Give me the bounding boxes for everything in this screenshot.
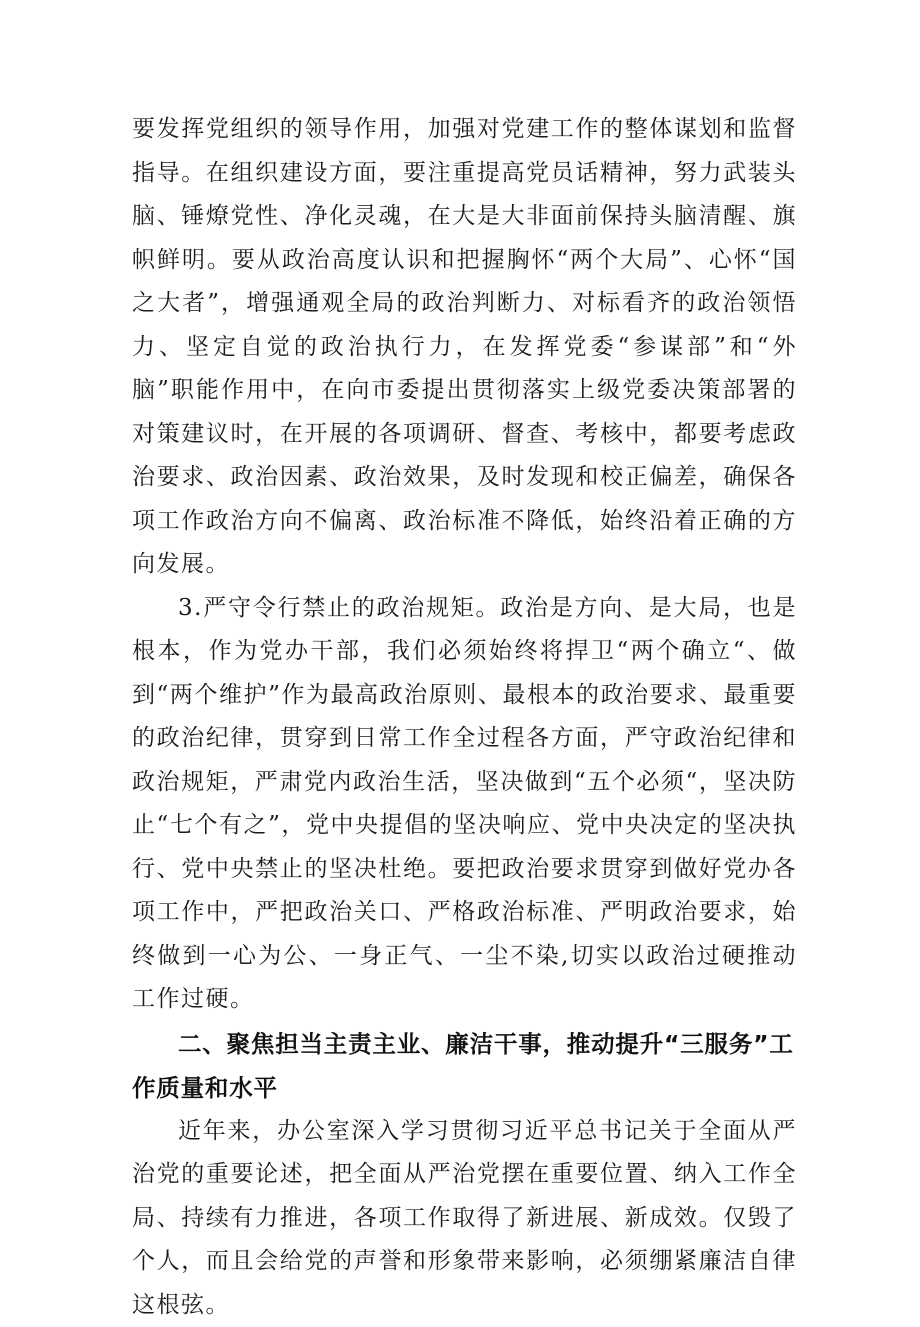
body-paragraph-2: 3.严守令行禁止的政治规矩。政治是方向、是大局，也是根本，作为党办干部，我们必须始终将捍卫“两个确立“、做到“两个维护”作为最高政治原则、最根本的政治要求、最重要的政治纪律，贯穿到日常工作全过程各方面，严守政治纪律和政治规矩，严肃党内政治生活，坚决做到“五个必须“，坚决防止“七个有之”，党中央提倡的坚决响应、党中央决定的坚决执行、党中央禁止的坚决杜绝。要把政治要求贯穿到做好党办各项工作中，严把政治关口、严格政治标准、严明政治要求，始终做到一心为公、一身正气、一尘不染,切实以政治过硬推动工作过硬。 xyxy=(132,587,797,1022)
section-heading: 二、聚焦担当主责主业、廉洁干事，推动提升“三服务”工作质量和水平 xyxy=(132,1022,797,1110)
body-paragraph-1: 要发挥党组织的领导作用，加强对党建工作的整体谋划和监督指导。在组织建设方面，要注重提高党员话精神，努力武装头脑、锤燎党性、净化灵魂，在大是大非面前保持头脑清醒、旗帜鲜明。要从政治高度认识和把握胸怀“两个大局”、心怀“国之大者”，增强通观全局的政治判断力、对标看齐的政治领悟力、坚定自觉的政治执行力，在发挥党委“参谋部”和“外脑”职能作用中，在向市委提出贯彻落实上级党委决策部署的对策建议时，在开展的各项调研、督查、考核中，都要考虑政治要求、政治因素、政治效果，及时发现和校正偏差，确保各项工作政治方向不偏离、政治标准不降低，始终沿着正确的方向发展。 xyxy=(132,108,797,587)
document-body xyxy=(132,108,797,1327)
body-paragraph-3: 近年来，办公室深入学习贯彻习近平总书记关于全面从严治党的重要论述，把全面从严治党摆在重要位置、纳入工作全局、持续有力推进，各项工作取得了新进展、新成效。仅毁了个人，而且会给党的声誉和形象带来影响，必须绷紧廉洁自律这根弦。 xyxy=(132,1110,797,1327)
